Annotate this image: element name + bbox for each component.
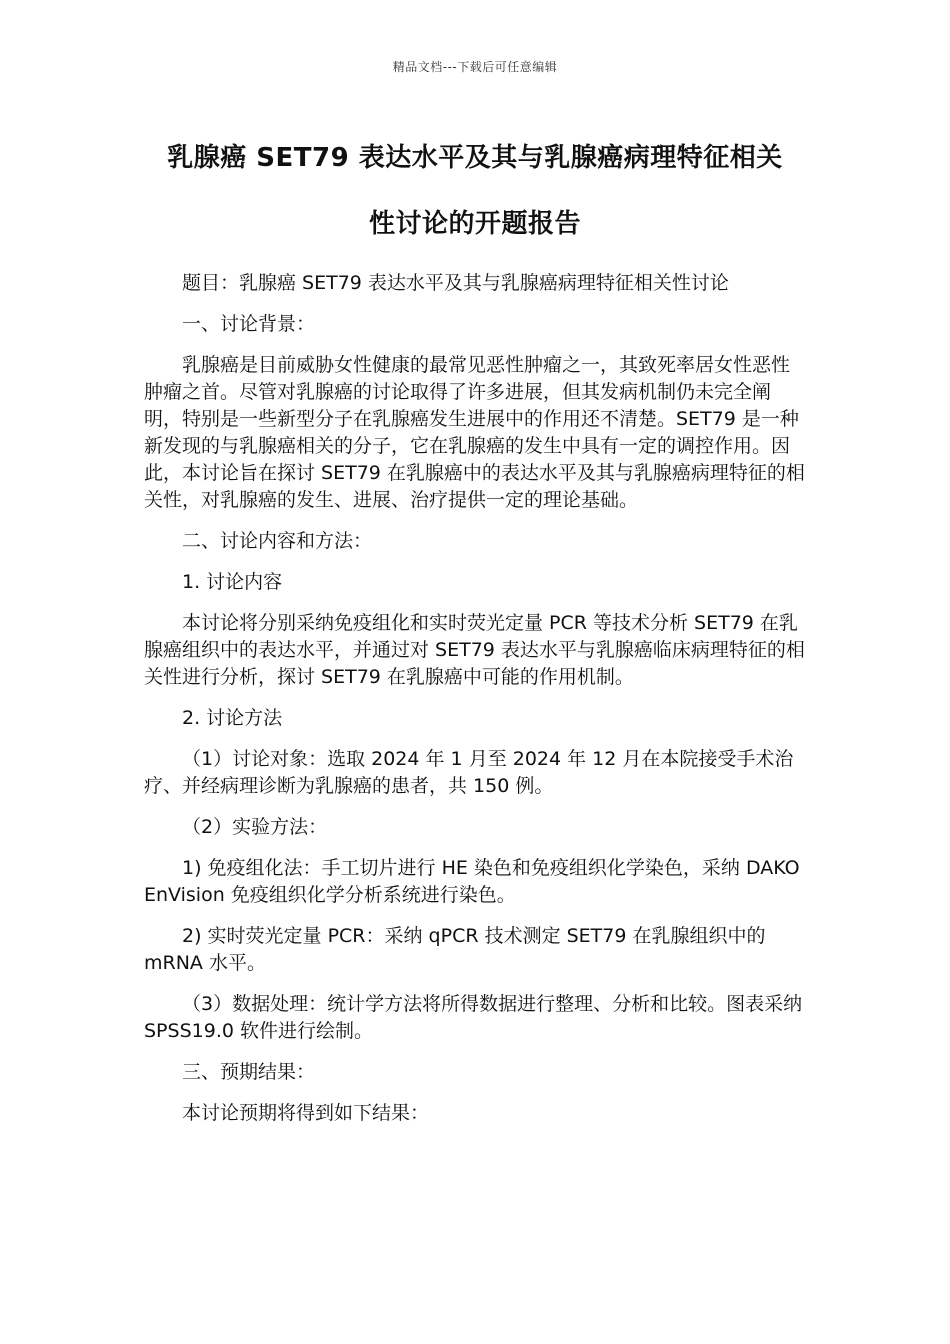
page-header-note: 精品文档---下载后可任意编辑	[392, 60, 558, 74]
method-qpcr-paragraph: 2) 实时荧光定量 PCR：采纳 qPCR 技术测定 SET79 在乳腺组织中的 mRNA 水平。	[144, 925, 766, 974]
section-heading-expected-results: 三、预期结果：	[182, 1061, 316, 1083]
topic-line: 题目：乳腺癌 SET79 表达水平及其与乳腺癌病理特征相关性讨论	[182, 272, 729, 294]
expected-results-paragraph: 本讨论预期将得到如下结果：	[182, 1102, 430, 1124]
background-paragraph: 乳腺癌是目前威胁女性健康的最常见恶性肿瘤之一，其致死率居女性恶性肿瘤之首。尽管对乳腺癌的讨论取得了许多进展，但其发病机制仍未完全阐明，特别是一些新型分子在乳腺癌发生进展中的作用还不清楚。SET79 是一种新发现的与乳腺癌相关的分子，它在乳腺癌的发生中具有一定的调控作用。因此，本讨论旨在探讨 SET79 在乳腺癌中的表达水平及其与乳腺癌病理特征的相关性，对乳腺癌的发生、进展、治疗提供一定的理论基础。	[144, 354, 805, 511]
content-paragraph: 本讨论将分别采纳免疫组化和实时荧光定量 PCR 等技术分析 SET79 在乳腺癌组织中的表达水平，并通过对 SET79 表达水平与乳腺癌临床病理特征的相关性进行分析，探讨 SET79 在乳腺癌中可能的作用机制。	[144, 612, 805, 688]
method-ihc-paragraph: 1) 免疫组化法：手工切片进行 HE 染色和免疫组织化学染色，采纳 DAKO EnVision 免疫组织化学分析系统进行染色。	[144, 857, 800, 906]
document-title	[100, 125, 850, 257]
subheading-methods: 2. 讨论方法	[182, 707, 283, 729]
section-heading-content-methods: 二、讨论内容和方法：	[182, 530, 373, 552]
document-body	[144, 270, 806, 1141]
title-line-2: 性讨论的开题报告	[368, 209, 581, 239]
data-processing-paragraph: （3）数据处理：统计学方法将所得数据进行整理、分析和比较。图表采纳 SPSS19.0 软件进行绘制。	[144, 993, 803, 1042]
methods-subjects-paragraph: （1）讨论对象：选取 2024 年 1 月至 2024 年 12 月在本院接受手术治疗、并经病理诊断为乳腺癌的患者，共 150 例。	[144, 748, 794, 797]
section-heading-background: 一、讨论背景：	[182, 313, 316, 335]
subheading-content: 1. 讨论内容	[182, 571, 283, 593]
methods-experiment-heading: （2）实验方法：	[182, 816, 328, 838]
title-line-1: 乳腺癌 SET79 表达水平及其与乳腺癌病理特征相关	[167, 143, 783, 173]
